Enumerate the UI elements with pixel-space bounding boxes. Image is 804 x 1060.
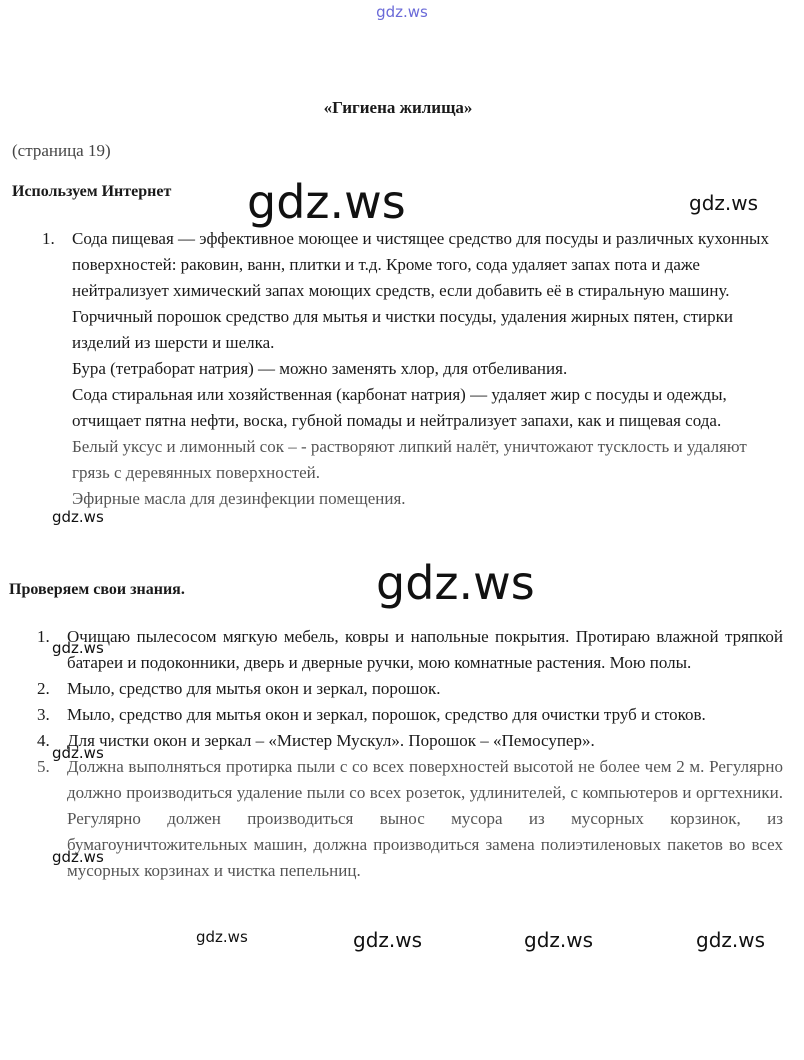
list-item	[37, 754, 783, 884]
list-item-number: 1.	[37, 627, 50, 646]
list-item-text: Мыло, средство для мытья окон и зеркал, порошок.	[67, 679, 441, 698]
list-item-number: 5.	[37, 757, 50, 776]
list-item	[37, 702, 783, 728]
watermark-small: gdz.ws	[52, 848, 104, 866]
list-item-number: 2.	[37, 679, 50, 698]
section-heading-internet: Используем Интернет	[12, 183, 172, 200]
document-title: «Гигиена жилища»	[323, 98, 473, 117]
watermark-medium: gdz.ws	[689, 191, 759, 215]
watermark-medium: gdz.ws	[524, 928, 594, 952]
paragraph: Горчичный порошок средство для мытья и чистки посуды, удаления жирных пятен, стирки изделий из шерсти и шелка.	[72, 307, 733, 352]
paragraph: Эфирные масла для дезинфекции помещения.	[72, 489, 406, 508]
watermark-small: gdz.ws	[52, 508, 104, 526]
knowledge-list	[37, 624, 783, 884]
watermark-large: gdz.ws	[247, 175, 406, 229]
paragraph: Сода стиральная или хозяйственная (карбонат натрия) — удаляет жир с посуды и одежды, отчищает пятна нефти, воска, губной помады и нейтрализует запахи, как и пищевая сода.	[72, 385, 727, 430]
list-item-number: 3.	[37, 705, 50, 724]
section-heading-knowledge: Проверяем свои знания.	[9, 581, 185, 598]
watermark-top[interactable]: gdz.ws	[376, 3, 428, 21]
list-item-text: Должна выполняться протирка пыли с со всех поверхностей высотой не более чем 2 м. Регулярно должно производиться удаление пыли со всех розеток, удлинителей, с компьютеров и оргтехники. Регулярно должен производиться вынос мусора из мусорных корзинок, из бумагоуничтожительных машин, должна производиться замена полиэтиленовых пакетов во всех мусорных корзинах и чистка пепельниц.	[67, 757, 783, 880]
list-item-number: 1.	[42, 229, 55, 248]
list-item-text: Для чистки окон и зеркал – «Мистер Мускул». Порошок – «Пемосупер».	[67, 731, 595, 750]
watermark-medium: gdz.ws	[696, 928, 766, 952]
list-item	[37, 624, 783, 676]
list-item	[37, 676, 783, 702]
watermark-small: gdz.ws	[52, 744, 104, 762]
list-item-text: Очищаю пылесосом мягкую мебель, ковры и напольные покрытия. Протираю влажной тряпкой батареи и подоконники, дверь и дверные ручки, мою комнатные растения. Мою полы.	[67, 627, 783, 672]
list-item	[42, 226, 786, 512]
watermark-small: gdz.ws	[52, 639, 104, 657]
watermark-medium: gdz.ws	[353, 928, 423, 952]
page-reference: (страница 19)	[12, 141, 111, 160]
list-item-text: Мыло, средство для мытья окон и зеркал, порошок, средство для очистки труб и стоков.	[67, 705, 706, 724]
paragraph: Белый уксус и лимонный сок – - растворяют липкий налёт, уничтожают тусклость и удаляют грязь с деревянных поверхностей.	[72, 437, 747, 482]
watermark-small: gdz.ws	[196, 928, 248, 946]
watermark-large: gdz.ws	[376, 556, 535, 610]
paragraph: Сода пищевая — эффективное моющее и чистящее средство для посуды и различных кухонных поверхностей: раковин, ванн, плитки и т.д. Кроме того, сода удаляет запах пота и даже нейтрализует химический запах моющих средств, если добавить её в стиральную машину.	[72, 229, 769, 300]
internet-list	[42, 226, 786, 512]
list-item-number: 4.	[37, 731, 50, 750]
paragraph: Бура (тетраборат натрия) — можно заменять хлор, для отбеливания.	[72, 359, 568, 378]
